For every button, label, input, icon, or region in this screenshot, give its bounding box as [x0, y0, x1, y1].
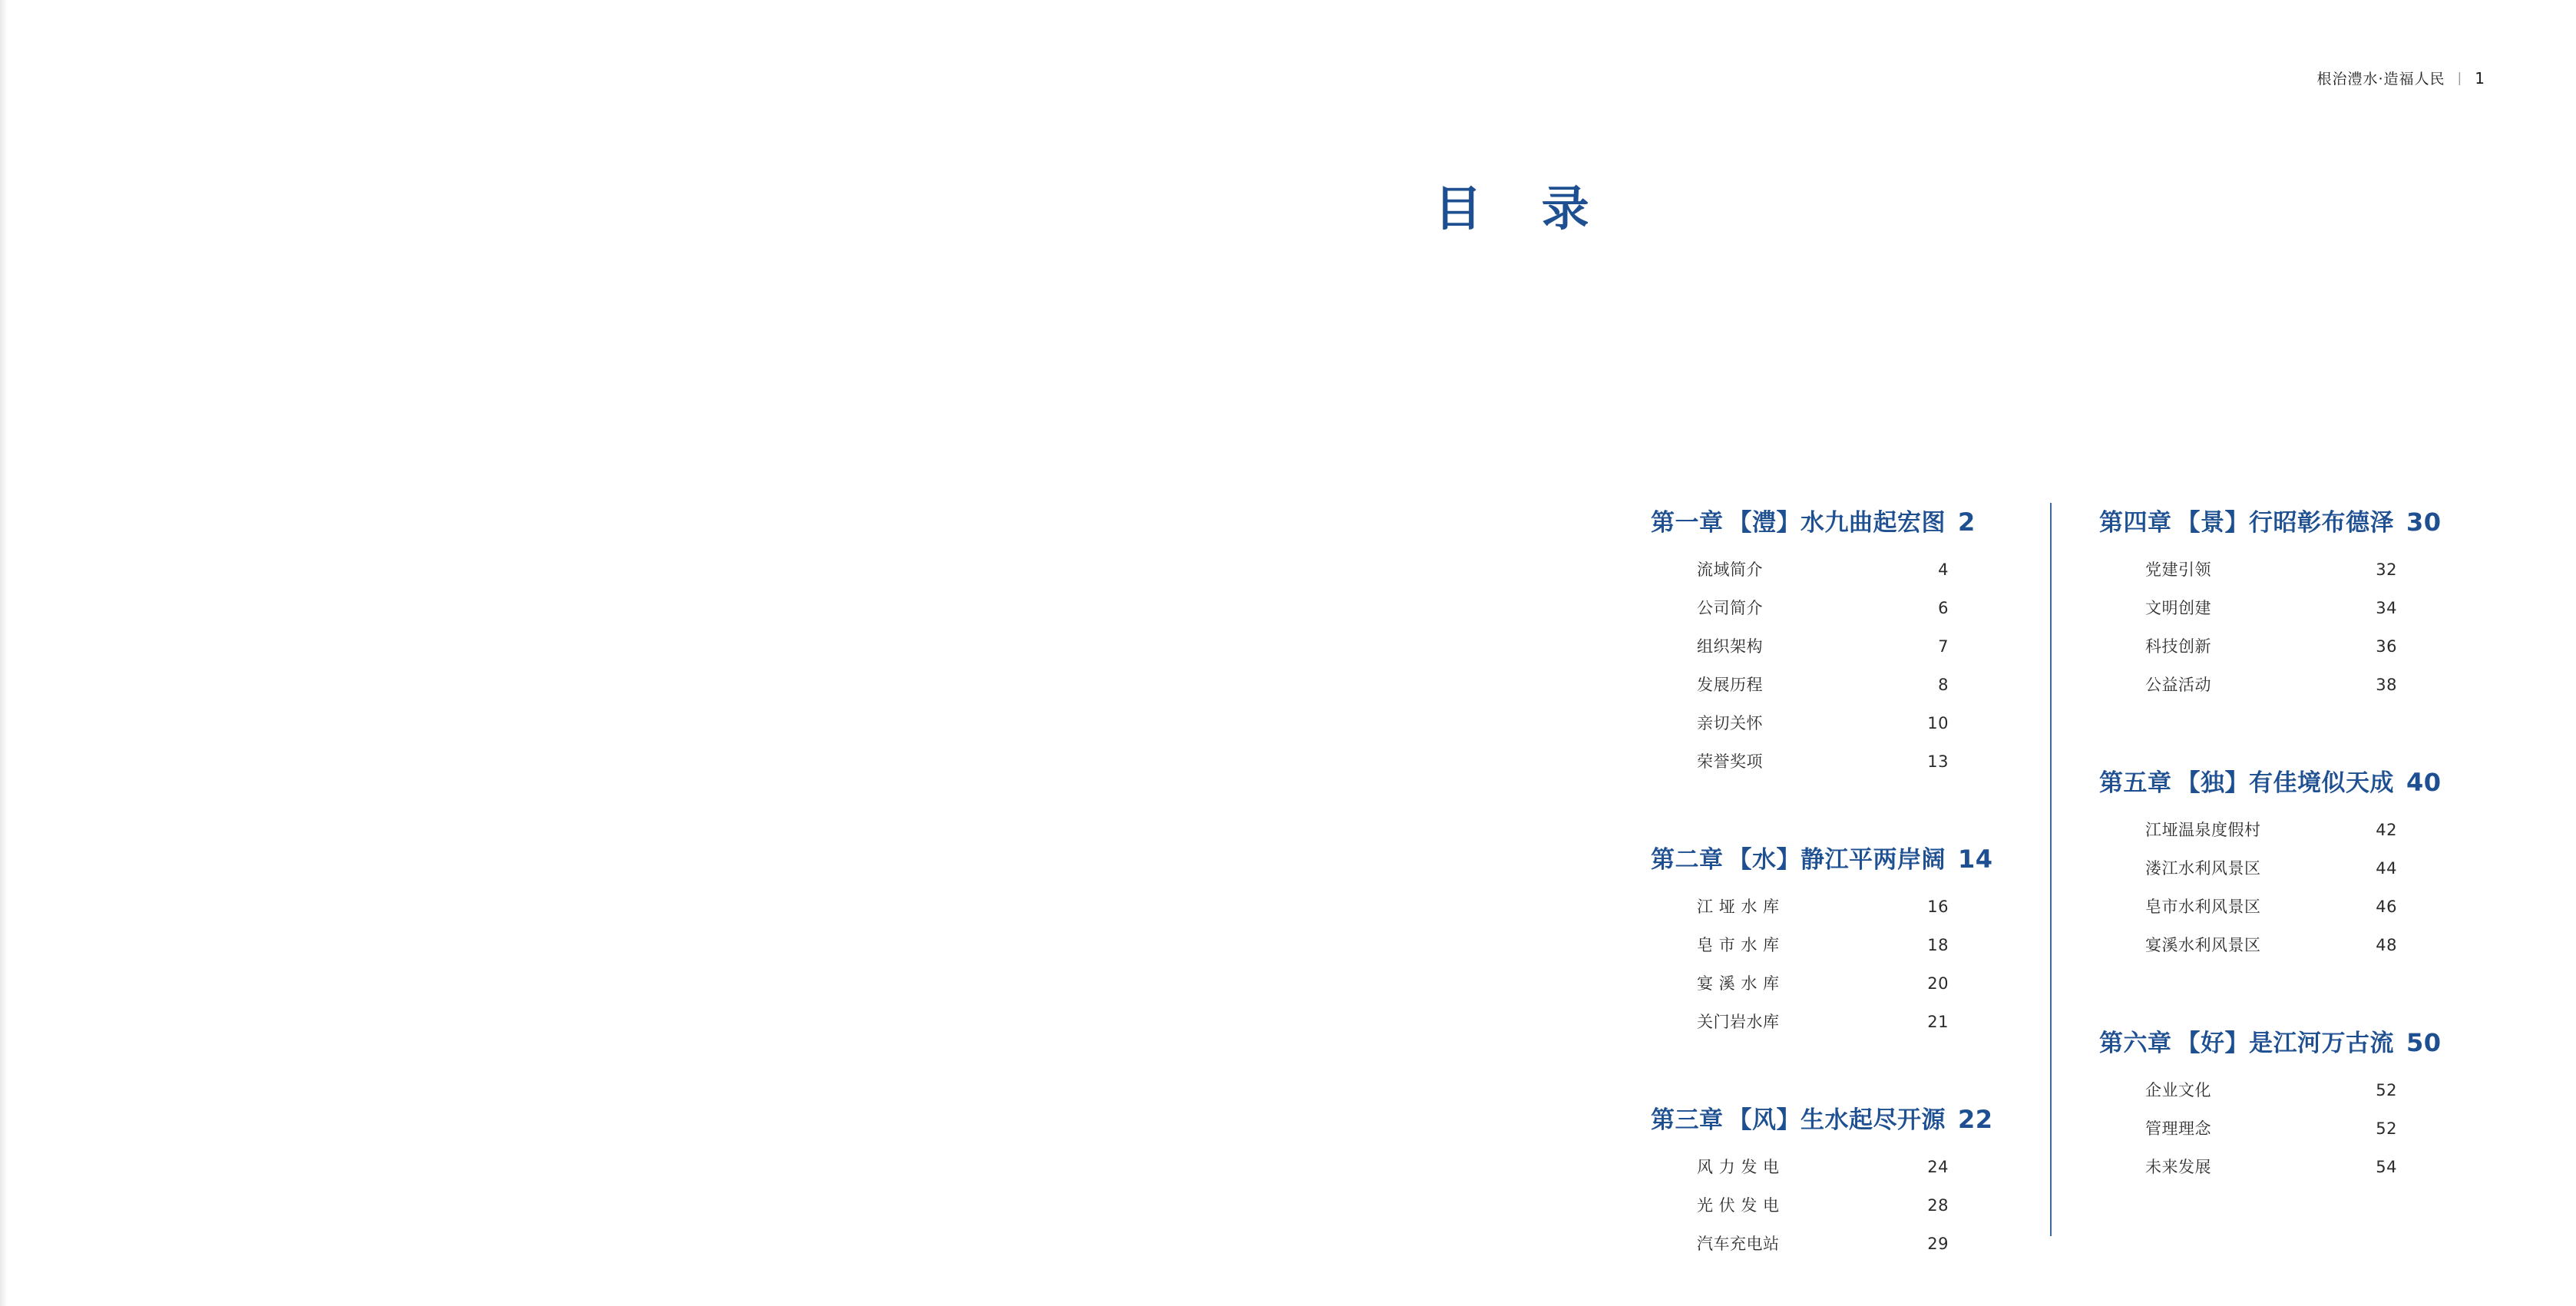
entry-name: 组织架构	[1697, 637, 1763, 656]
list-item[interactable]	[2145, 596, 2468, 619]
entry-name: 荣誉奖项	[1697, 752, 1763, 771]
toc-entry-list	[2099, 818, 2468, 956]
entry-name: 党建引领	[2145, 560, 2211, 579]
chapter-name: 【澧】水九曲起宏图	[1728, 509, 1946, 537]
list-item[interactable]	[2145, 1078, 2468, 1101]
list-item[interactable]	[2145, 933, 2468, 956]
entry-name: 发展历程	[1697, 676, 1763, 694]
toc-chapter-heading[interactable]	[2099, 763, 2468, 798]
toc-chapter-heading[interactable]	[2099, 1023, 2468, 1058]
list-item[interactable]	[1697, 1155, 2019, 1178]
header-slogan: 根治澧水·造福人民	[2316, 71, 2445, 88]
toc-entry-list	[2099, 557, 2468, 696]
list-item[interactable]	[2145, 1116, 2468, 1139]
entry-page: 46	[2376, 898, 2397, 916]
entry-page: 52	[2376, 1119, 2397, 1138]
chapter-page: 30	[2406, 508, 2442, 537]
chapter-page: 22	[1958, 1105, 1993, 1134]
list-item[interactable]	[2145, 856, 2468, 879]
entry-name: 未来发展	[2145, 1158, 2211, 1176]
toc-chapter[interactable]	[1651, 840, 2019, 1033]
toc-chapter[interactable]	[2099, 1023, 2468, 1178]
toc-chapter[interactable]	[1651, 503, 2019, 772]
entry-page: 32	[2376, 560, 2397, 579]
entry-name: 光 伏 发 电	[1697, 1196, 1780, 1215]
list-item[interactable]	[1697, 749, 2019, 772]
entry-name: 公益活动	[2145, 676, 2211, 694]
list-item[interactable]	[1697, 1232, 2019, 1255]
toc-chapter-heading[interactable]	[1651, 1100, 2019, 1135]
chapter-name: 【好】是江河万古流	[2176, 1030, 2394, 1057]
entry-page: 48	[2376, 936, 2397, 954]
toc-chapter-heading[interactable]	[2099, 503, 2468, 537]
entry-name: 科技创新	[2145, 637, 2211, 656]
entry-name: 管理理念	[2145, 1119, 2211, 1138]
entry-name: 汽车充电站	[1697, 1235, 1780, 1253]
entry-page: 20	[1927, 974, 1949, 993]
toc-column-left	[1651, 503, 2019, 1270]
list-item[interactable]	[2145, 634, 2468, 657]
entry-page: 21	[1927, 1013, 1949, 1031]
toc-entry-list	[1651, 894, 2019, 1033]
column-divider	[2050, 503, 2052, 1236]
entry-page: 34	[2376, 599, 2397, 617]
entry-name: 关门岩水库	[1697, 1013, 1780, 1031]
toc-chapter[interactable]	[2099, 763, 2468, 956]
entry-name: 江垭温泉度假村	[2145, 821, 2261, 839]
entry-name: 江 垭 水 库	[1697, 898, 1780, 916]
chapter-page: 14	[1958, 845, 1993, 874]
list-item[interactable]	[2145, 673, 2468, 696]
entry-page: 54	[2376, 1158, 2397, 1176]
entry-page: 6	[1938, 599, 1949, 617]
list-item[interactable]	[2145, 894, 2468, 918]
toc-entry-list	[1651, 1155, 2019, 1255]
entry-page: 29	[1927, 1235, 1949, 1253]
chapter-name: 【水】静江平两岸阔	[1728, 846, 1946, 874]
chapter-label: 第五章	[2099, 769, 2172, 797]
entry-name: 风 力 发 电	[1697, 1158, 1780, 1176]
list-item[interactable]	[1697, 971, 2019, 994]
toc-chapter[interactable]	[2099, 503, 2468, 696]
chapter-page: 50	[2406, 1028, 2442, 1057]
toc-entry-list	[1651, 557, 2019, 772]
chapter-label: 第一章	[1651, 509, 1724, 537]
entry-page: 4	[1938, 560, 1949, 579]
entry-name: 文明创建	[2145, 599, 2211, 617]
toc-entry-list	[2099, 1078, 2468, 1178]
page-title: 目 录	[1434, 180, 1611, 236]
chapter-name: 【风】生水起尽开源	[1728, 1106, 1946, 1134]
header-separator: |	[2457, 70, 2463, 86]
chapter-page: 40	[2406, 768, 2442, 797]
page-edge-shadow	[0, 0, 8, 1306]
toc-column-right	[2052, 503, 2468, 1193]
entry-page: 8	[1938, 676, 1949, 694]
list-item[interactable]	[1697, 634, 2019, 657]
list-item[interactable]	[1697, 596, 2019, 619]
chapter-label: 第四章	[2099, 509, 2172, 537]
entry-name: 宴溪水利风景区	[2145, 936, 2261, 954]
chapter-label: 第二章	[1651, 846, 1724, 874]
entry-page: 18	[1927, 936, 1949, 954]
entry-page: 38	[2376, 676, 2397, 694]
list-item[interactable]	[2145, 818, 2468, 841]
entry-page: 36	[2376, 637, 2397, 656]
entry-name: 宴 溪 水 库	[1697, 974, 1780, 993]
entry-name: 皂市水利风景区	[2145, 898, 2261, 916]
page-header	[2316, 68, 2485, 88]
entry-page: 42	[2376, 821, 2397, 839]
entry-name: 皂 市 水 库	[1697, 936, 1780, 954]
entry-page: 13	[1927, 752, 1949, 771]
entry-name: 公司简介	[1697, 599, 1763, 617]
header-page-number: 1	[2475, 68, 2485, 88]
entry-name: 流域简介	[1697, 560, 1763, 579]
list-item[interactable]	[1697, 711, 2019, 734]
list-item[interactable]	[1697, 933, 2019, 956]
list-item[interactable]	[2145, 557, 2468, 580]
chapter-name: 【独】有佳境似天成	[2176, 769, 2394, 797]
entry-page: 44	[2376, 859, 2397, 878]
toc-chapter[interactable]	[1651, 1100, 2019, 1255]
toc-chapter-heading[interactable]	[1651, 503, 2019, 537]
list-item[interactable]	[1697, 1010, 2019, 1033]
entry-page: 52	[2376, 1081, 2397, 1099]
entry-page: 24	[1927, 1158, 1949, 1176]
entry-page: 28	[1927, 1196, 1949, 1215]
entry-page: 10	[1927, 714, 1949, 732]
list-item[interactable]	[2145, 1155, 2468, 1178]
list-item[interactable]	[1697, 557, 2019, 580]
chapter-name: 【景】行昭彰布德泽	[2176, 509, 2394, 537]
table-of-contents	[1651, 503, 2468, 1270]
toc-chapter-heading[interactable]	[1651, 840, 2019, 875]
list-item[interactable]	[1697, 1193, 2019, 1216]
list-item[interactable]	[1697, 673, 2019, 696]
entry-name: 溇江水利风景区	[2145, 859, 2261, 878]
entry-page: 7	[1938, 637, 1949, 656]
entry-page: 16	[1927, 898, 1949, 916]
entry-name: 企业文化	[2145, 1081, 2211, 1099]
chapter-label: 第六章	[2099, 1030, 2172, 1057]
chapter-page: 2	[1958, 508, 1976, 537]
chapter-label: 第三章	[1651, 1106, 1724, 1134]
entry-name: 亲切关怀	[1697, 714, 1763, 732]
list-item[interactable]	[1697, 894, 2019, 918]
